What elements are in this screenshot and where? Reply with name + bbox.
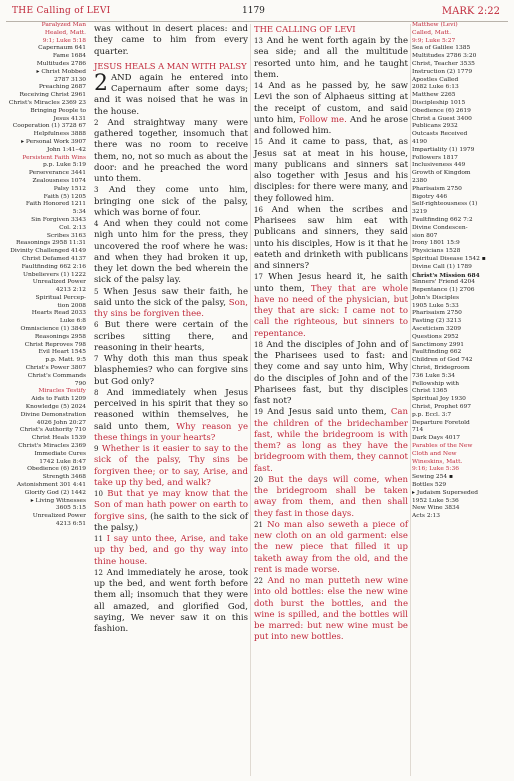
margin-reference-entry: Christ Defamed 4137: [22, 255, 86, 262]
margin-reference-entry: Faultfinding 662 7:2: [412, 216, 473, 223]
margin-reference-entry: Parables of the New: [412, 443, 473, 450]
column-divider: [410, 24, 411, 776]
verse-number: 2: [94, 118, 99, 127]
margin-reference-entry: Receiving Christ 2961: [19, 92, 86, 99]
margin-reference-entry: John's Disciples: [412, 294, 459, 301]
verse-number: 10: [94, 490, 103, 498]
verse-number: 4: [94, 220, 99, 228]
margin-reference-entry: Christ's Commands: [27, 372, 86, 379]
margin-reference-entry: Christ Reproves 798: [24, 341, 86, 348]
verse-number: 16: [254, 205, 263, 214]
margin-reference-entry: Col. 2:13: [59, 224, 86, 231]
margin-reference-entry: Evil Heart 1545: [38, 349, 86, 356]
verse-text: And when they could not come nigh unto him for the press, they uncovered the roof where he was: and when they had broken it up, they let down the bed wherein the sick of the palsy lay.: [94, 219, 249, 286]
margin-reference-entry: Preaching 2687: [38, 84, 86, 91]
verse-text: But there were certain of the scribes sitting there, and reasoning in their hearts,: [94, 320, 248, 353]
margin-reference-entry: Hearts Read 2033: [31, 310, 86, 317]
margin-reference-entry: 4026 John 20:27: [36, 419, 86, 426]
margin-reference-entry: Christ's Miracles 2369: [18, 443, 86, 450]
margin-reference-entry: Faultfinding 662: [412, 349, 462, 356]
margin-reference-entry: Multitudes 2786 3:20: [412, 53, 477, 60]
margin-reference-entry: 3219: [412, 209, 427, 216]
margin-reference-entry: Cooperation (1) 3728 67: [12, 123, 86, 130]
margin-reference-entry: Christ a Guest 3400: [412, 115, 472, 122]
verse-text: And as he passed by, he saw Levi the son of Alphaeus sitting at the receipt of custom, and said unto him,: [254, 81, 408, 125]
margin-reference-entry: 9:9; Luke 5:27: [412, 37, 456, 44]
margin-reference-entry: Bigotry 446: [412, 193, 448, 200]
words-of-christ: Son, thy sins be forgiven thee.: [94, 297, 248, 319]
verse-text: And immediately when Jesus perceived in his spirit that they so reasoned within themselves, he said unto them,: [94, 387, 248, 432]
margin-reference-entry: Miracles Testify: [38, 388, 86, 395]
section-heading: THE CALLING OF LEVI: [254, 24, 356, 34]
margin-reference-entry: 5:34: [72, 209, 86, 216]
margin-reference-entry: Healed, Matt.: [44, 29, 86, 36]
words-of-christ: But the days will come, when the bridegroom shall be taken away from them, and then shall they fast in those days.: [254, 474, 409, 519]
margin-reference-entry: Christ's Mission 684: [412, 271, 480, 279]
margin-reference-entry: Inclusiveness 449: [412, 162, 466, 169]
margin-reference-entry: sion 807: [412, 232, 438, 239]
words-of-christ: I say unto thee, Arise, and take up thy bed, and go thy way into thine house.: [94, 534, 249, 567]
margin-reference-entry: Publicans 2932: [412, 123, 458, 130]
margin-reference-entry: Christ, Bridegroom: [412, 365, 470, 372]
margin-reference-entry: Christ, Prophet 697: [412, 404, 471, 411]
margin-reference-entry: ▸ Judaism Superseded: [412, 489, 479, 496]
verse-text: And it came to pass, that, as Jesus sat at meat in his house, many publicans and sinners sat also together with Jesus and his disciples: for there were many, and they followed him.: [254, 137, 409, 204]
margin-reference-entry: 2380: [412, 177, 427, 184]
margin-reference-entry: Spiritual Joy 1930: [412, 396, 466, 403]
margin-reference-entry: Fellowship with: [412, 380, 460, 387]
right-margin-references: [412, 22, 510, 521]
margin-reference-entry: p.p. Eccl. 3:7: [412, 411, 452, 418]
margin-reference-entry: Followers 1817: [412, 154, 458, 161]
margin-reference-entry: Wineskins, Matt.: [412, 458, 463, 465]
verse-text: was without in desert places: and they came to him from every quarter.: [94, 24, 248, 57]
margin-reference-entry: 9:1; Luke 5:18: [42, 37, 86, 44]
margin-reference-entry: John 1:41–42: [46, 146, 86, 153]
margin-reference-entry: Unrealized Power: [32, 279, 86, 286]
page-header: [4, 6, 510, 22]
page-number: 1179: [242, 6, 265, 16]
margin-reference-entry: Repentance (1) 2706: [412, 287, 475, 294]
words-of-christ: They that are whole have no need of the physician, but they that are sick: I came not to call the righteous, but sinners to repentance.: [254, 283, 409, 339]
margin-reference-entry: Growth of Kingdom: [412, 170, 471, 177]
margin-reference-entry: Persistent Faith Wins: [22, 154, 86, 161]
verse-text: AND again he entered into Capernaum after some days; and it was noised that he was in the house.: [94, 72, 248, 117]
words-of-christ: No man also seweth a piece of new cloth on an old garment: else the new piece that filled it up taketh away from the old, and the rent is made worse.: [254, 519, 409, 575]
margin-reference-entry: Dark Days 4017: [412, 435, 460, 442]
margin-reference-entry: Christ 1365: [412, 388, 448, 395]
verse-number: 3: [94, 186, 99, 195]
margin-reference-entry: ▸ Personal Work 3907: [21, 138, 86, 145]
verse-text: And he arose and followed him.: [254, 114, 409, 136]
text-column-left: [94, 24, 248, 635]
verse-number: 22: [254, 577, 263, 585]
margin-reference-entry: ▸ Living Witnesses: [30, 497, 86, 504]
margin-reference-entry: Instruction (2) 1779: [412, 68, 473, 75]
margin-reference-entry: Bringing People to: [30, 107, 86, 114]
margin-reference-entry: Asceticism 3209: [412, 326, 461, 333]
margin-reference-entry: Children of God 742: [412, 357, 473, 364]
verse-number: 12: [94, 568, 103, 577]
margin-reference-entry: Sin Forgiven 3343: [31, 216, 86, 223]
margin-reference-entry: Matthew 2265: [412, 92, 456, 99]
margin-reference-entry: ▸ Christ Mobbed: [36, 68, 86, 75]
section-heading: JESUS HEALS A MAN WITH PALSY: [94, 60, 247, 71]
margin-reference-entry: Unrealized Power: [32, 513, 86, 520]
verse-text: Why doth this man thus speak blasphemies? who can forgive sins but God only?: [94, 354, 249, 387]
verse-number: 5: [94, 287, 99, 296]
words-of-christ: Can the children of the bridechamber fast, while the bridegroom is with them? as long as they have the bridegroom with them, they cannot fast.: [254, 407, 409, 474]
margin-reference-entry: Irony 1801 15:9: [412, 240, 460, 247]
margin-reference-entry: Divine Call (1) 1789: [412, 263, 472, 270]
verse-text: And Jesus said unto them,: [267, 407, 387, 418]
margin-reference-entry: p.p. Matt. 9:5: [45, 357, 86, 364]
verse-text: And they come unto him, bringing one sick of the palsy, which was borne of four.: [94, 185, 249, 218]
section-title: THE Calling of LEVI: [12, 6, 111, 16]
margin-reference-entry: Sanctimony 2991: [412, 341, 465, 348]
margin-reference-entry: 4190: [412, 138, 427, 145]
words-of-christ: Why reason ye these things in your hearts?: [94, 421, 249, 443]
margin-reference-entry: 790: [74, 380, 86, 387]
margin-reference-entry: Faith Honored 1211: [25, 201, 86, 208]
verse-number: 17: [254, 273, 263, 282]
verse-number: 8: [94, 388, 99, 397]
margin-reference-entry: Sinners' Friend 4204: [412, 279, 476, 286]
margin-reference-entry: Christ's Miracles 2369 23: [8, 99, 86, 106]
margin-reference-entry: Scribes 3163: [46, 232, 86, 239]
margin-reference-entry: Physicians 1528: [412, 248, 461, 255]
margin-reference-entry: Reasonings 2958 11:31: [16, 240, 86, 247]
margin-reference-entry: Astonishment 301 4:41: [16, 482, 86, 489]
margin-reference-entry: Obedience (6) 2619: [412, 107, 471, 114]
margin-reference-entry: Obedience (6) 2619: [27, 466, 86, 473]
margin-reference-entry: Acts 2:13: [412, 513, 441, 520]
words-of-christ: Follow me.: [299, 114, 347, 125]
margin-reference-entry: Aids to Faith 1209: [31, 396, 86, 403]
margin-reference-entry: Faith (5) 1205: [43, 193, 86, 200]
margin-reference-entry: Faultfinding 662 2:16: [21, 263, 86, 270]
margin-reference-entry: 1905 Luke 5:33: [412, 302, 459, 309]
margin-reference-entry: Discipleship 1015: [412, 99, 466, 106]
margin-reference-entry: Departure Foretold: [412, 419, 470, 426]
chapter-dropcap: 2: [94, 70, 108, 96]
chapter-reference: MARK 2:22: [441, 6, 500, 17]
verse-number: 11: [94, 535, 103, 543]
verse-text: When Jesus saw their faith, he said unto the sick of the palsy,: [94, 286, 248, 308]
margin-reference-entry: 1742 Luke 8:47: [39, 458, 86, 465]
margin-reference-entry: 2082 Luke 6:13: [412, 84, 459, 91]
margin-reference-entry: Perseverance 3441: [28, 170, 86, 177]
words-of-christ: Whether is it easier to say to the sick of the palsy, Thy sins be forgiven thee; or to say, Arise, and take up thy bed, and walk?: [94, 444, 249, 488]
margin-reference-entry: 1952 Luke 5:36: [412, 497, 459, 504]
margin-reference-entry: Glorify God (2) 1442: [24, 489, 86, 496]
margin-reference-entry: Divine Condescen-: [412, 224, 468, 231]
margin-reference-entry: 4213 2:12: [55, 287, 86, 294]
margin-reference-entry: Pharisaism 2750: [412, 310, 462, 317]
verse-text: When Jesus heard it, he saith unto them,: [254, 272, 409, 294]
words-of-christ: And no man putteth new wine into old bottles: else the new wine doth burst the bottles, and the wine is spilled, and the bottles will be marred: but new wine must be put into new bottles.: [254, 576, 409, 643]
margin-reference-entry: Questions 2952: [412, 333, 459, 340]
margin-reference-entry: Called, Matt.: [412, 29, 451, 36]
verse-text: (he saith to the sick of the palsy,): [94, 511, 249, 533]
margin-reference-entry: Cloth and New: [412, 450, 457, 457]
margin-reference-entry: tion 2008: [57, 302, 86, 309]
verse-text: And the disciples of John and of the Pharisees used to fast: and they come and say unto him, Why do the disciples of John and of the Pharisees fast, but thy disciples fast not?: [254, 339, 408, 406]
margin-reference-entry: Divine Demonstration: [20, 411, 86, 418]
margin-reference-entry: Unbelievers (1) 1222: [22, 271, 86, 278]
margin-reference-entry: Sea of Galilee 1385: [412, 45, 471, 52]
verse-number: 6: [94, 321, 99, 330]
verse-number: 9: [94, 445, 99, 453]
margin-reference-entry: Immediate Cures: [34, 450, 86, 457]
verse-number: 7: [94, 355, 99, 363]
margin-reference-entry: Knowledge (5) 2024: [25, 404, 86, 411]
margin-reference-entry: p.p. Luke 5:19: [42, 162, 86, 169]
margin-reference-entry: Omniscience (1) 3849: [20, 326, 86, 333]
margin-reference-entry: Matthew (Levi): [412, 22, 458, 28]
margin-reference-entry: New Wine 3834: [412, 505, 460, 512]
margin-reference-entry: 9:16; Luke 5:36: [412, 466, 459, 473]
margin-reference-entry: Christ's Authority 710: [19, 427, 86, 434]
verse-number: 13: [254, 37, 263, 45]
margin-reference-entry: Jesus 4131: [53, 115, 86, 122]
verse-text: And when the scribes and Pharisees saw him eat with publicans and sinners, they said unto his disciples, How is it that he eateth and drinketh with publicans and sinners?: [254, 204, 409, 271]
verse-number: 14: [254, 82, 263, 90]
verse-number: 21: [254, 520, 263, 529]
margin-reference-entry: Luke 6:8: [59, 318, 86, 325]
verse-text: And immediately he arose, took up the bed, and went forth before them all; insomuch that they were all amazed, and glorified God, saying, We never saw it on this fashion.: [94, 567, 249, 634]
margin-reference-entry: Pharisaism 2750: [412, 185, 462, 192]
margin-reference-entry: Impartiality (1) 1979: [412, 146, 475, 153]
verse-number: 18: [254, 340, 263, 349]
margin-reference-entry: Strength 3468: [42, 474, 86, 481]
margin-reference-entry: Paralyzed Man: [41, 22, 86, 28]
left-margin-references: [2, 22, 86, 529]
margin-reference-entry: Christ Heals 1539: [31, 435, 86, 442]
margin-reference-entry: Multitudes 2786: [36, 60, 86, 67]
margin-reference-entry: 714: [412, 427, 424, 434]
margin-reference-entry: Zealousness 1074: [32, 177, 86, 184]
margin-reference-entry: Fame 1684: [52, 53, 86, 60]
margin-reference-entry: Helpfulness 3888: [33, 131, 86, 138]
verse-text: And straightway many were gathered together, insomuch that there was no room to receive them, no, not so much as about the door: and he preached the word unto them.: [94, 117, 248, 184]
verse-number: 19: [254, 408, 263, 417]
column-divider: [250, 24, 251, 776]
margin-reference-entry: Christ, Teacher 3535: [412, 60, 475, 67]
verse-number: 15: [254, 138, 263, 147]
margin-reference-entry: 736 Luke 5:34: [412, 372, 455, 379]
words-of-christ: But that ye may know that the Son of man hath power on earth to forgive sins,: [94, 489, 248, 522]
margin-reference-entry: Apostles Called: [412, 76, 459, 83]
margin-reference-entry: Spiritual Percep-: [35, 294, 86, 301]
margin-reference-entry: Outcasts Received: [412, 131, 468, 138]
margin-reference-entry: Fasting (2) 3213: [412, 318, 462, 325]
verse-text: And he went forth again by the sea side; and all the multitude resorted unto him, and he taught them.: [254, 36, 409, 80]
text-column-right: [254, 24, 408, 644]
margin-reference-entry: Capernaum 641: [38, 45, 86, 52]
margin-reference-entry: 2787 3130: [54, 76, 86, 83]
margin-reference-entry: Divinity Challenged 4149: [10, 248, 86, 255]
margin-reference-entry: Reasonings 2958: [34, 333, 86, 340]
margin-reference-entry: Palsy 1512: [53, 185, 86, 192]
margin-reference-entry: Bottles 529: [412, 482, 447, 489]
margin-reference-entry: 3605 5:15: [55, 505, 86, 512]
margin-reference-entry: Spiritual Disease 1542 ▪: [412, 255, 486, 262]
verse-number: 20: [254, 475, 263, 484]
margin-reference-entry: Christ's Power 3807: [25, 365, 86, 372]
margin-reference-entry: Sewing 254 ▪: [412, 474, 453, 481]
margin-reference-entry: Self-righteousness (1): [412, 201, 478, 208]
margin-reference-entry: 4213 6:51: [55, 521, 86, 527]
